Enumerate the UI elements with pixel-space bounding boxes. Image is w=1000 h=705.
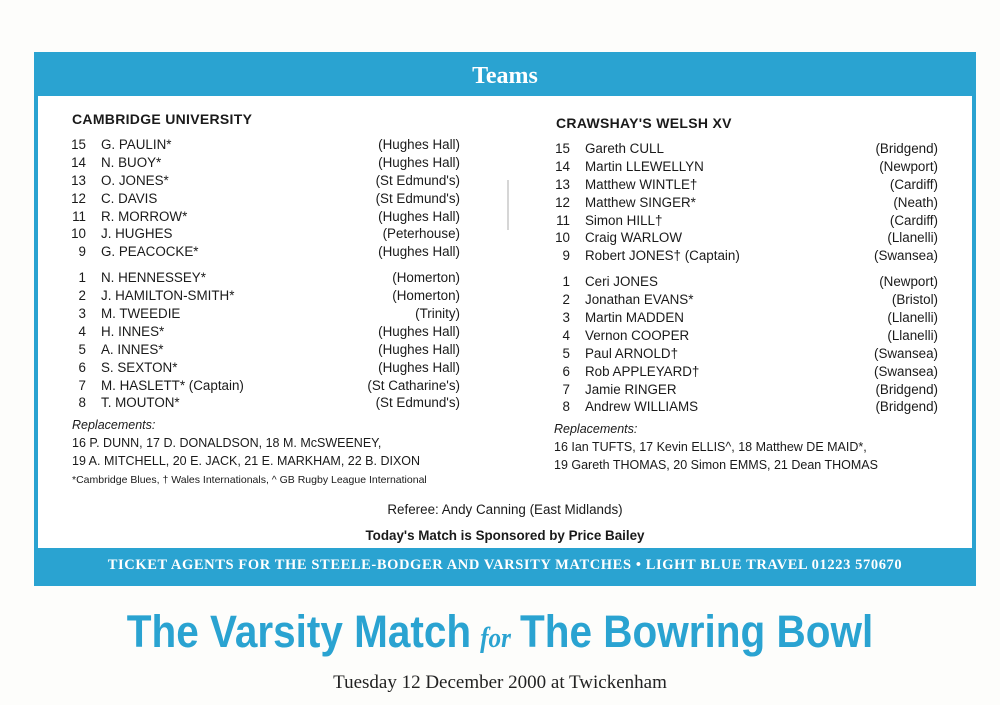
cambridge-team-name: CAMBRIDGE UNIVERSITY <box>72 111 253 127</box>
player-name: J. HAMILTON-SMITH* <box>101 288 235 304</box>
player-number: 15 <box>71 137 86 152</box>
player-row <box>552 309 938 327</box>
player-row <box>552 291 938 309</box>
ticket-agents-bar: TICKET AGENTS FOR THE STEELE-BODGER AND VARSITY MATCHES • LIGHT BLUE TRAVEL 01223 570670 <box>38 548 972 582</box>
crawshays-replacements-line2: 19 Gareth THOMAS, 20 Simon EMMS, 21 Dean THOMAS <box>554 458 878 472</box>
player-name: Matthew SINGER* <box>585 194 696 210</box>
player-name: Simon HILL† <box>585 212 663 228</box>
page-fold-mark <box>507 180 509 230</box>
player-name: C. DAVIS <box>101 190 158 206</box>
player-row <box>68 154 460 172</box>
cambridge-roster <box>68 136 460 412</box>
title-for: for <box>480 623 511 654</box>
player-number: 9 <box>78 244 86 260</box>
player-number: 14 <box>555 158 570 174</box>
player-club: (Swansea) <box>873 345 938 361</box>
player-number: 9 <box>562 248 570 264</box>
player-club: (Trinity) <box>415 306 460 322</box>
player-number: 11 <box>72 208 86 224</box>
player-club: (Hughes Hall) <box>378 208 460 224</box>
player-club: (Cardiff) <box>889 176 938 192</box>
player-row <box>68 323 460 341</box>
player-club: (Hughes Hall) <box>378 359 460 375</box>
cambridge-replacements-line1: 16 P. DUNN, 17 D. DONALDSON, 18 M. McSWEENEY, <box>72 436 382 450</box>
player-club: (St Catharine's) <box>367 377 460 393</box>
player-name: Gareth CULL <box>585 141 664 156</box>
player-number: 10 <box>71 226 86 242</box>
player-number: 11 <box>556 212 570 228</box>
cambridge-replacements-title: Replacements: <box>72 418 156 432</box>
player-club: (Homerton) <box>392 288 460 304</box>
player-number: 12 <box>71 190 86 206</box>
player-number: 7 <box>78 377 86 393</box>
player-club: (Bridgend) <box>875 399 938 415</box>
player-name: T. MOUTON* <box>101 395 180 411</box>
player-number: 3 <box>562 310 570 326</box>
player-number: 13 <box>71 172 86 188</box>
player-row <box>68 225 460 243</box>
crawshays-team-name: CRAWSHAY'S WELSH XV <box>556 115 732 131</box>
crawshays-replacements-title: Replacements: <box>554 422 638 436</box>
player-name: A. INNES* <box>101 341 164 357</box>
player-name: Martin LLEWELLYN <box>585 158 704 174</box>
player-number: 2 <box>78 288 86 304</box>
player-row <box>552 363 938 381</box>
player-name: Robert JONES† (Captain) <box>585 248 740 264</box>
title-part1: The Varsity Match <box>126 606 472 657</box>
player-row <box>552 398 938 416</box>
player-club: (St Edmund's) <box>375 395 460 411</box>
player-row <box>68 243 460 261</box>
player-club: (Llanelli) <box>887 310 938 326</box>
player-name: Matthew WINTLE† <box>585 176 698 192</box>
player-number: 2 <box>562 292 570 308</box>
sponsor-line: Today's Match is Sponsored by Price Bailey <box>365 528 645 543</box>
player-row <box>68 359 460 377</box>
player-number: 5 <box>78 341 86 357</box>
player-name: Craig WARLOW <box>585 230 682 246</box>
player-row <box>552 273 938 291</box>
player-row <box>68 341 460 359</box>
player-club: (Bristol) <box>891 292 938 308</box>
player-row <box>552 229 938 247</box>
player-name: Paul ARNOLD† <box>585 345 679 361</box>
player-number: 8 <box>562 399 570 415</box>
player-name: Andrew WILLIAMS <box>585 399 699 415</box>
player-club: (Hughes Hall) <box>378 244 460 260</box>
player-club: (Hughes Hall) <box>378 341 460 357</box>
player-row <box>68 190 460 208</box>
player-club: (St Edmund's) <box>375 172 460 188</box>
player-name: Jonathan EVANS* <box>585 292 694 308</box>
player-row <box>68 172 460 190</box>
player-number: 14 <box>71 154 86 170</box>
player-name: M. TWEEDIE <box>101 306 181 322</box>
player-name: M. HASLETT* (Captain) <box>101 377 244 393</box>
player-club: (Swansea) <box>873 248 938 264</box>
player-club: (Bridgend) <box>875 141 938 156</box>
player-name: H. INNES* <box>101 323 165 339</box>
roster-gap <box>552 265 938 273</box>
player-row <box>552 345 938 363</box>
roster-gap <box>68 261 460 269</box>
player-row <box>68 305 460 323</box>
player-number: 4 <box>562 327 570 343</box>
player-name: O. JONES* <box>101 172 169 188</box>
teams-header: Teams <box>38 56 972 96</box>
player-number: 10 <box>555 230 570 246</box>
player-club: (Peterhouse) <box>382 226 460 242</box>
player-club: (Cardiff) <box>889 212 938 228</box>
title-part2: The Bowring Bowl <box>519 606 874 657</box>
player-number: 7 <box>562 381 570 397</box>
main-title <box>50 603 950 668</box>
player-row <box>552 381 938 399</box>
player-number: 15 <box>555 141 570 156</box>
player-number: 6 <box>562 363 570 379</box>
player-club: (Hughes Hall) <box>378 154 460 170</box>
player-row <box>68 269 460 287</box>
player-number: 8 <box>78 395 86 411</box>
player-club: (Newport) <box>879 158 938 174</box>
player-row <box>68 377 460 395</box>
player-row <box>552 194 938 212</box>
player-row <box>552 212 938 230</box>
player-row <box>552 158 938 176</box>
teams-panel <box>34 52 976 586</box>
player-club: (Llanelli) <box>887 327 938 343</box>
player-name: N. BUOY* <box>101 154 162 170</box>
player-name: Martin MADDEN <box>585 310 684 326</box>
player-row <box>552 327 938 345</box>
player-name: Rob APPLEYARD† <box>585 363 700 379</box>
player-number: 6 <box>78 359 86 375</box>
crawshays-replacements-line1: 16 Ian TUFTS, 17 Kevin ELLIS^, 18 Matthew DE MAID*, <box>554 440 867 454</box>
player-row <box>68 287 460 305</box>
player-name: Jamie RINGER <box>585 381 677 397</box>
crawshays-roster <box>552 140 938 416</box>
player-number: 13 <box>555 176 570 192</box>
player-number: 12 <box>555 194 570 210</box>
match-date: Tuesday 12 December 2000 at Twickenham <box>333 672 667 693</box>
player-row <box>552 140 938 158</box>
player-club: (Llanelli) <box>887 230 938 246</box>
player-club: (Homerton) <box>392 270 460 286</box>
player-name: Vernon COOPER <box>585 327 690 343</box>
player-number: 3 <box>78 306 86 322</box>
cambridge-replacements-line2: 19 A. MITCHELL, 20 E. JACK, 21 E. MARKHAM, 22 B. DIXON <box>72 454 421 468</box>
player-row <box>552 247 938 265</box>
player-number: 1 <box>562 274 570 290</box>
player-club: (St Edmund's) <box>375 190 460 206</box>
player-name: N. HENNESSEY* <box>101 270 206 286</box>
player-club: (Swansea) <box>873 363 938 379</box>
player-row <box>68 136 460 154</box>
player-number: 4 <box>78 323 86 339</box>
player-number: 5 <box>562 345 570 361</box>
player-name: J. HUGHES <box>101 226 173 242</box>
referee-line: Referee: Andy Canning (East Midlands) <box>387 502 623 517</box>
player-club: (Bridgend) <box>875 381 938 397</box>
player-name: G. PAULIN* <box>101 137 172 152</box>
player-club: (Newport) <box>879 274 938 290</box>
player-row <box>68 208 460 226</box>
player-club: (Hughes Hall) <box>378 137 460 152</box>
legend-footnote: *Cambridge Blues, † Wales Internationals, ^ GB Rugby League International <box>72 474 427 486</box>
player-number: 1 <box>78 270 86 286</box>
player-row <box>552 176 938 194</box>
player-name: Ceri JONES <box>585 274 658 290</box>
player-name: G. PEACOCKE* <box>101 244 199 260</box>
player-row <box>68 394 460 412</box>
player-name: S. SEXTON* <box>101 359 178 375</box>
player-name: R. MORROW* <box>101 208 188 224</box>
player-club: (Hughes Hall) <box>378 323 460 339</box>
player-club: (Neath) <box>893 194 938 210</box>
